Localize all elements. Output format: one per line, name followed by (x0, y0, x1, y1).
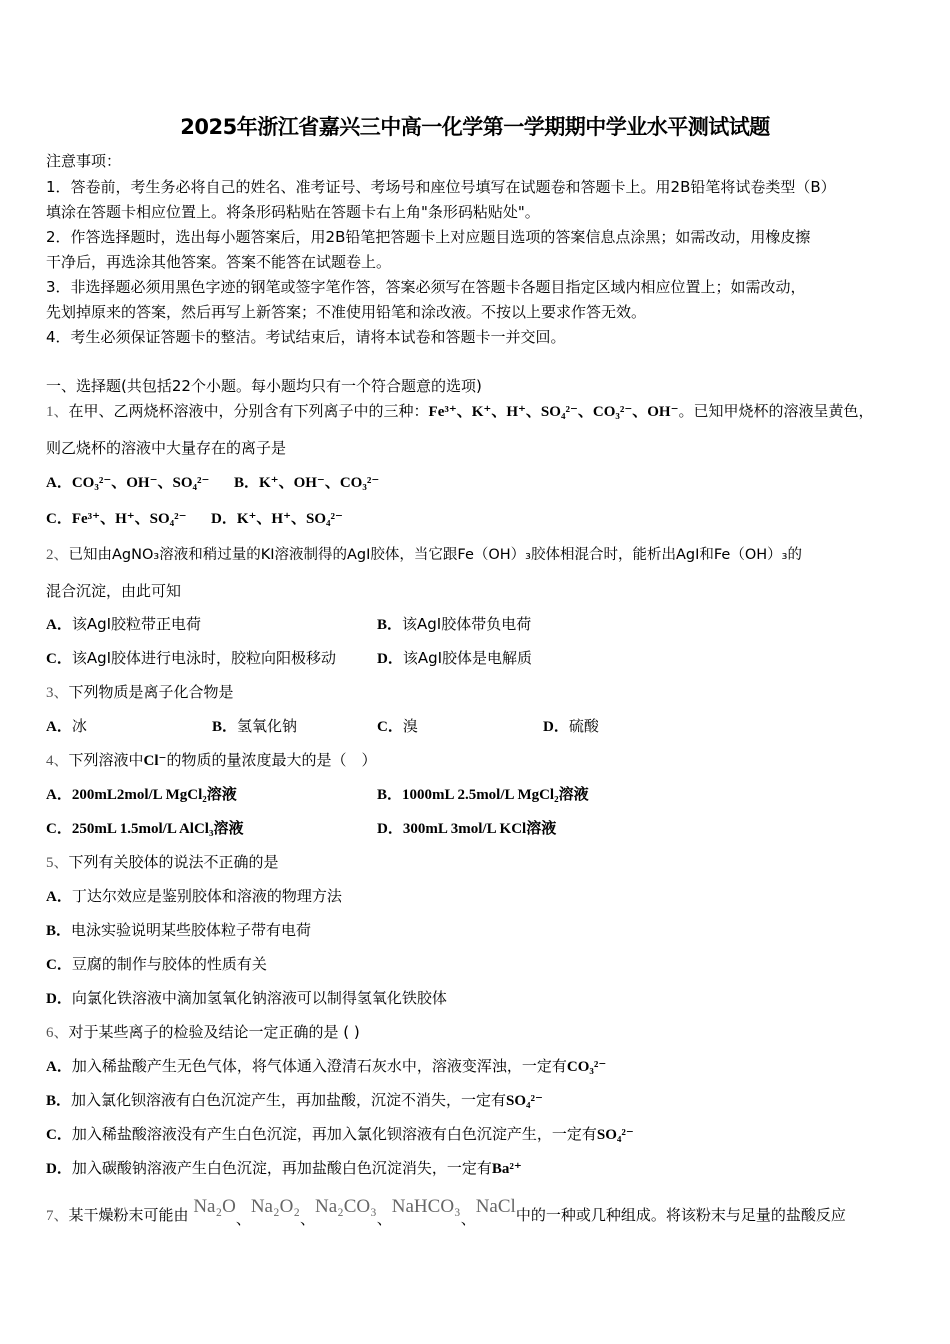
option-c[interactable] (46, 508, 187, 529)
option-text: 丁达尔效应是鉴别胶体和溶液的物理方法 (71, 887, 342, 905)
question-stem: 下列物质是离子化合物是 (68, 683, 234, 701)
ion: CO₃²⁻ (566, 1059, 607, 1075)
ion: Ba²⁺ (491, 1161, 522, 1177)
question-number: 3、 (46, 685, 69, 701)
exam-page: 2025年浙江省嘉兴三中高一化学第一学期期中学业水平测试试题 注意事项： 1．答卷前，考生务必将自己的姓名、准考证号、考场号和座位号填写在试题卷和答题卡上。用2B铅笔将试卷类型（B） 填涂在答题卡相应位置上。将条形码粘贴在答题卡右上角"条形码粘贴处"。 2．作答选择题时，选出每小题答案后，用2B铅笔把答题卡上对应题目选项的答案信息点涂黑；如需改动，用橡皮擦 干净后，再选涂其他答案。答案不能答在试题卷上。 3．非选择题必须用黑色字迹的钢笔或签字笔作答，答案必须写在答题卡各题目指定区域内相应位置上；如需改动， 先划掉原来的答案，然后再写上新答案；不准使用铅笔和涂改液。不按以上要求作答无效。 4．考生必须保证答题卡的整洁。考试结束后，请将本试卷和答题卡一并交回。 一、选择题(共包括22个小题。每小题均只有一个符合题意的选项) 1、在甲、乙两烧杯溶液中，分别含有下列离子中的三种：Fe³⁺、K⁺、H⁺、SO₄²⁻、CO₃²⁻、OH⁻。已知甲烧杯的溶液呈黄色， 则乙烧杯的溶液中大量存在的离子是 A．CO₃²⁻、OH⁻、SO₄²⁻ B．K⁺、OH⁻、CO₃²⁻ C．Fe³⁺、H⁺、SO₄²⁻ D．K⁺、H⁺、SO₄²⁻ 2、已知由AgNO₃溶液和稍过量的KI溶液制得的AgI胶体，当它跟Fe（OH）₃胶体相混合时，能析出AgI和Fe（OH）₃的 混合沉淀，由此可知 A．该AgI胶粒带正电荷 B．该AgI胶体带负电荷 C．该AgI胶体进行电泳时，胶粒向阳极移动 D．该AgI胶体是电解质 3、下列物质是离子化合物是 A．冰 B．氢氧化钠 C．溴 D．硫酸 4、下列溶液中Cl⁻的物质的量浓度最大的是（ ） A．200mL2mol/L MgCl₂溶液 B．1000mL 2.5mol/L MgCl₂溶液 C．250mL 1.5mol/L AlCl₃溶液 D．300mL 3mol/L KCl溶液 5、下列有关胶体的说法不正确的是 A．丁达尔效应是鉴别胶体和溶液的物理方法 B．电泳实验说明某些胶体粒子带有电荷 C．豆腐的制作与胶体的性质有关 D．向氯化铁溶液中滴加氢氧化钠溶液可以制得氢氧化铁胶体 6、对于某些离子的检验及结论一定正确的是 ( ) A．加入稀盐酸产生无色气体，将气体通入澄清石灰水中，溶液变浑浊，一定有CO₃²⁻ B．加入氯化钡溶液有白色沉淀产生，再加盐酸，沉淀不消失，一定有SO₄²⁻ C．加入稀盐酸溶液没有产生白色沉淀，再加入氯化钡溶液有白色沉淀产生，一定有SO₄²⁻ D．加入碳酸钠溶液产生白色沉淀，再加盐酸白色沉淀消失，一定有Ba²⁺ 7、某干燥粉末可能由 Na₂O、Na₂O₂、Na₂CO₃、NaHCO₃、NaCl中的一种或几种组成。将该粉末与足量的盐酸反应 (0, 0, 950, 1344)
question-stem: 在甲、乙两烧杯溶液中，分别含有下列离子中的三种： (68, 402, 429, 420)
notice-line: 1．答卷前，考生务必将自己的姓名、准考证号、考场号和座位号填写在试题卷和答题卡上。用2B铅笔将试卷类型（B） (46, 178, 836, 196)
option-d[interactable] (543, 716, 599, 737)
option-label: C． (46, 821, 72, 837)
question-stem: 混合沉淀，由此可知 (46, 582, 182, 600)
page-title: 2025年浙江省嘉兴三中高一化学第一学期期中学业水平测试试题 (180, 115, 770, 139)
question-number: 4、 (46, 753, 69, 769)
question-stem: 的物质的量浓度最大的是（ ） (166, 751, 377, 769)
option-text: K⁺、H⁺、SO₄²⁻ (236, 511, 343, 527)
option-text: 氢氧化钠 (237, 717, 298, 735)
option-text: 加入稀盐酸溶液没有产生白色沉淀，再加入氯化钡溶液有白色沉淀产生，一定有 (71, 1125, 597, 1143)
option-label: B． (234, 475, 260, 491)
option-label: D． (46, 991, 72, 1007)
option-b[interactable] (234, 472, 379, 493)
question-stem: 下列有关胶体的说法不正确的是 (68, 853, 279, 871)
option-a[interactable] (46, 716, 87, 737)
option-label: A． (46, 719, 72, 735)
option-text: 该AgI胶体是电解质 (402, 649, 533, 667)
option-text: 加入氯化钡溶液有白色沉淀产生，再加盐酸，沉淀不消失，一定有 (71, 1091, 507, 1109)
option-d[interactable] (46, 988, 447, 1009)
option-c[interactable] (377, 716, 418, 737)
formula: NaHCO₃ (391, 1196, 461, 1217)
option-text: 加入稀盐酸产生无色气体，将气体通入澄清石灰水中，溶液变浑浊，一定有 (71, 1057, 567, 1075)
question-stem: 已知由AgNO₃溶液和稍过量的KI溶液制得的AgI胶体，当它跟Fe（OH）₃胶体相混合时，能析出AgI和Fe（OH）₃的 (68, 547, 802, 563)
option-a[interactable] (46, 472, 209, 493)
option-label: D． (543, 719, 569, 735)
option-d[interactable] (211, 508, 343, 529)
option-label: C． (46, 957, 72, 973)
option-label: A． (46, 889, 72, 905)
option-label: A． (46, 787, 72, 803)
notice-line: 干净后，再选涂其他答案。答案不能答在试题卷上。 (46, 253, 392, 271)
notice-heading: 注意事项： (46, 152, 122, 170)
option-text: 该AgI胶体带负电荷 (402, 615, 532, 633)
question-stem: 中的一种或几种组成。将该粉末与足量的盐酸反应 (515, 1206, 846, 1224)
ion-list: Fe³⁺、K⁺、H⁺、SO₄²⁻、CO₃²⁻、OH⁻ (428, 404, 679, 420)
option-label: B． (377, 617, 403, 633)
option-d[interactable] (46, 1158, 522, 1179)
option-label: A． (46, 1059, 72, 1075)
option-label: B． (46, 1093, 72, 1109)
option-a[interactable] (46, 784, 237, 805)
notice-line: 填涂在答题卡相应位置上。将条形码粘贴在答题卡右上角"条形码粘贴处"。 (46, 203, 540, 221)
notice-line: 3．非选择题必须用黑色字迹的钢笔或签字笔作答，答案必须写在答题卡各题目指定区域内相应位置上；如需改动， (46, 278, 806, 296)
formula: NaCl (475, 1196, 516, 1217)
notice-line: 4．考生必须保证答题卡的整洁。考试结束后，请将本试卷和答题卡一并交回。 (46, 328, 566, 346)
question-stem: 某干燥粉末可能由 (68, 1206, 189, 1224)
option-b[interactable] (377, 784, 589, 805)
notice-line: 2．作答选择题时，选出每小题答案后，用2B铅笔把答题卡上对应题目选项的答案信息点涂黑；如需改动，用橡皮擦 (46, 228, 811, 246)
question-stem: 则乙烧杯的溶液中大量存在的离子是 (46, 439, 287, 457)
option-text: 300mL 3mol/L KCl溶液 (402, 821, 557, 837)
question-number: 5、 (46, 855, 69, 871)
question-stem: 下列溶液中 (68, 751, 144, 769)
ion: Cl⁻ (143, 753, 167, 769)
option-label: D． (46, 1161, 72, 1177)
option-text: 向氯化铁溶液中滴加氢氧化钠溶液可以制得氢氧化铁胶体 (71, 989, 447, 1007)
formula: Na₂CO₃ (314, 1196, 377, 1217)
section-heading: 一、选择题(共包括22个小题。每小题均只有一个符合题意的选项) (46, 377, 482, 395)
question-number: 7、 (46, 1208, 69, 1224)
ion: SO₄²⁻ (506, 1093, 543, 1109)
option-label: B． (46, 923, 72, 939)
option-c[interactable] (46, 1124, 634, 1145)
option-c[interactable] (46, 954, 267, 975)
ion: SO₄²⁻ (596, 1127, 634, 1143)
question-number: 1、 (46, 404, 69, 420)
option-text: 电泳实验说明某些胶体粒子带有电荷 (71, 921, 312, 939)
option-label: D． (377, 651, 403, 667)
option-b[interactable] (212, 716, 297, 737)
option-label: C． (46, 1127, 72, 1143)
option-b[interactable] (46, 1090, 543, 1111)
option-label: C． (46, 651, 72, 667)
option-text: CO₃²⁻、OH⁻、SO₄²⁻ (71, 475, 210, 491)
option-label: C． (377, 719, 403, 735)
option-a[interactable] (46, 1056, 606, 1077)
option-label: A． (46, 617, 72, 633)
option-label: A． (46, 475, 72, 491)
option-text: 200mL2mol/L MgCl₂溶液 (71, 787, 237, 803)
question-number: 6、 (46, 1025, 69, 1041)
option-label: B． (377, 787, 403, 803)
notice-line: 先划掉原来的答案，然后再写上新答案；不准使用铅笔和涂改液。不按以上要求作答无效。 (46, 303, 647, 321)
option-text: 1000mL 2.5mol/L MgCl₂溶液 (402, 787, 589, 803)
option-label: C． (46, 511, 72, 527)
option-c[interactable] (46, 648, 336, 669)
option-text: 该AgI胶粒带正电荷 (71, 615, 202, 633)
option-d[interactable] (377, 648, 532, 669)
option-text: 250mL 1.5mol/L AlCl₃溶液 (71, 821, 244, 837)
option-a[interactable] (46, 614, 201, 635)
question-stem: 对于某些离子的检验及结论一定正确的是 ( ) (68, 1023, 360, 1041)
formula: Na₂O (193, 1196, 236, 1217)
option-a[interactable] (46, 886, 342, 907)
formula: Na₂O₂ (250, 1196, 300, 1217)
option-label: D． (377, 821, 403, 837)
option-d[interactable] (377, 818, 556, 839)
question-stem: 。已知甲烧杯的溶液呈黄色， (678, 402, 874, 420)
option-text: K⁺、OH⁻、CO₃²⁻ (259, 475, 380, 491)
option-label: D． (211, 511, 237, 527)
option-text: 硫酸 (568, 717, 599, 735)
option-text: 该AgI胶体进行电泳时，胶粒向阳极移动 (71, 649, 337, 667)
option-text: Fe³⁺、H⁺、SO₄²⁻ (71, 511, 187, 527)
option-b[interactable] (377, 614, 531, 635)
option-text: 冰 (71, 717, 87, 735)
option-text: 溴 (402, 717, 418, 735)
option-text: 加入碳酸钠溶液产生白色沉淀，再加盐酸白色沉淀消失，一定有 (71, 1159, 492, 1177)
option-label: B． (212, 719, 238, 735)
question-number: 2、 (46, 547, 69, 563)
option-c[interactable] (46, 818, 243, 839)
option-text: 豆腐的制作与胶体的性质有关 (71, 955, 267, 973)
option-b[interactable] (46, 920, 311, 941)
